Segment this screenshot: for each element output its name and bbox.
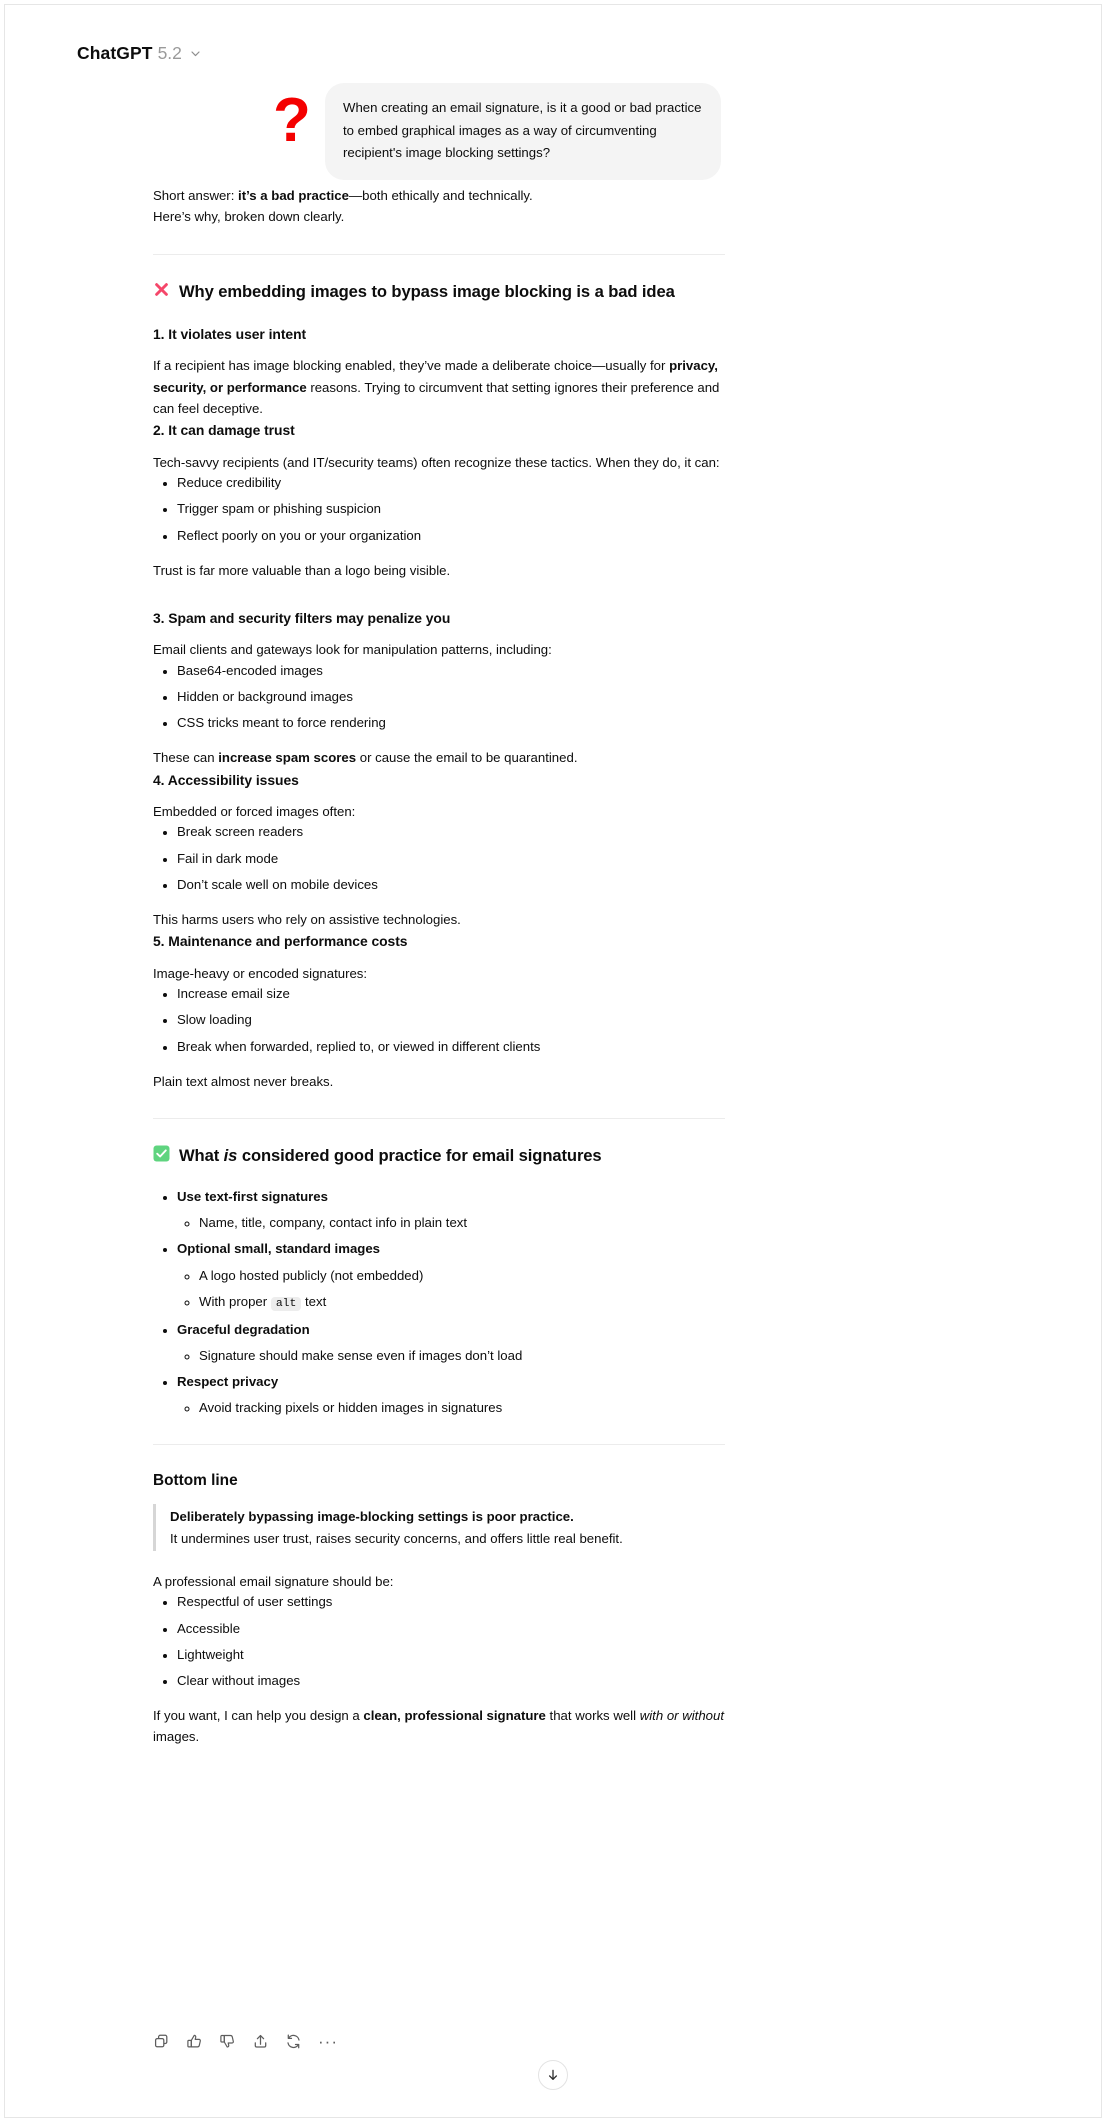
good-item-label: Graceful degradation — [177, 1321, 310, 1337]
subheading-4: 4. Accessibility issues — [153, 771, 299, 788]
bullet-list-4 — [153, 822, 725, 894]
good-practice-heading — [153, 1143, 725, 1171]
list-item: • Trigger spam or phishing suspicion — [177, 499, 725, 519]
model-version-label: 5.2 — [157, 43, 182, 63]
short-answer-paragraph — [153, 185, 725, 206]
section-divider-2 — [153, 1118, 725, 1119]
good-heading-part2: considered good practice for email signatures — [237, 1145, 602, 1165]
paragraph-1-emphasis: privacy, security, or performance — [153, 358, 718, 395]
good-heading-italic: is — [223, 1145, 238, 1165]
paragraph-3-outro — [153, 747, 725, 768]
conversation-panel — [5, 5, 1103, 2119]
good-item-label: Respect privacy — [177, 1374, 279, 1390]
alt-text-suffix: text — [301, 1293, 327, 1309]
scroll-to-bottom-button[interactable] — [538, 2060, 568, 2090]
paragraph-1 — [153, 355, 725, 419]
brand-label: ChatGPT — [77, 43, 153, 63]
short-answer-prefix: Short answer: — [153, 188, 239, 203]
sub-list — [177, 1266, 725, 1313]
list-item: • Break screen readers — [177, 822, 725, 842]
paragraph-4-intro: Embedded or forced images often: — [153, 804, 356, 820]
list-item-with-code — [199, 1292, 725, 1313]
app-window — [4, 4, 1102, 2118]
assistant-message — [153, 185, 725, 1748]
closing-part1: If you want, I can help you design a — [153, 1708, 364, 1724]
paragraph-1-part2: reasons. Trying to circumvent that setting ignores their preference and can feel deceptive. — [153, 379, 720, 416]
bottom-bullet-list — [153, 1592, 725, 1691]
paragraph-5-outro: Plain text almost never breaks. — [153, 1073, 334, 1089]
paragraph-3-intro: Email clients and gateways look for manipulation patterns, including: — [153, 642, 552, 658]
thumbs-down-icon[interactable] — [219, 2033, 236, 2050]
lead-in-paragraph: Here’s why, broken down clearly. — [153, 209, 345, 225]
list-item: ◦ Signature should make sense even if images don’t load — [199, 1346, 725, 1366]
good-heading-part1: What — [179, 1145, 224, 1165]
section-divider-3 — [153, 1444, 725, 1445]
subheading-1: 1. It violates user intent — [153, 325, 307, 342]
good-practice-list — [153, 1187, 725, 1418]
paragraph-3-emphasis: increase spam scores — [218, 750, 357, 766]
paragraph-4-outro: This harms users who rely on assistive technologies. — [153, 911, 461, 927]
paragraph-1-part1: If a recipient has image blocking enabled, they’ve made a deliberate choice—usually for — [153, 358, 670, 374]
alt-text-prefix: With proper — [199, 1293, 271, 1309]
user-message-bubble[interactable] — [325, 83, 721, 180]
list-item: ◦ A logo hosted publicly (not embedded) — [199, 1266, 725, 1286]
closing-emphasis: clean, professional signature — [363, 1708, 546, 1724]
list-item: ◦ Avoid tracking pixels or hidden images in signatures — [199, 1398, 725, 1418]
share-icon[interactable] — [252, 2033, 269, 2050]
closing-italic: with or without — [639, 1708, 724, 1724]
list-item: • Clear without images — [177, 1671, 725, 1691]
bottom-line-heading: Bottom line — [153, 1472, 238, 1490]
list-item: • CSS tricks meant to force rendering — [177, 713, 725, 733]
subheading-3: 3. Spam and security filters may penalize you — [153, 609, 451, 626]
user-message-row — [5, 83, 1103, 180]
list-item: • Reduce credibility — [177, 473, 725, 493]
list-item: • Respectful of user settings — [177, 1592, 725, 1612]
list-item: ◦ Name, title, company, contact info in plain text — [199, 1213, 725, 1233]
list-item — [177, 1239, 725, 1313]
paragraph-2-intro: Tech-savvy recipients (and IT/security teams) often recognize these tactics. When they do, it can: — [153, 454, 720, 470]
subheading-5: 5. Maintenance and performance costs — [153, 933, 408, 950]
good-item-label: Optional small, standard images — [177, 1241, 380, 1257]
cross-mark-icon — [153, 280, 170, 307]
closing-paragraph — [153, 1705, 725, 1748]
code-chip-alt: alt — [271, 1297, 302, 1311]
list-item: • Lightweight — [177, 1645, 725, 1665]
sub-list — [177, 1346, 725, 1366]
arrow-down-icon — [546, 2068, 560, 2082]
list-item — [177, 1372, 725, 1418]
bottom-lead-paragraph: A professional email signature should be: — [153, 1573, 394, 1589]
list-item: • Increase email size — [177, 984, 725, 1004]
paragraph-3-part2: or cause the email to be quarantined. — [356, 750, 578, 766]
bad-practice-heading-text: Why embedding images to bypass image blocking is a bad idea — [179, 281, 675, 301]
sub-list — [177, 1398, 725, 1418]
bad-practice-heading — [153, 279, 725, 307]
bullet-list-2 — [153, 473, 725, 545]
closing-part3: images. — [153, 1729, 200, 1745]
list-item: • Base64-encoded images — [177, 661, 725, 681]
good-practice-heading-text — [179, 1143, 602, 1170]
good-item-label: Use text-first signatures — [177, 1188, 328, 1204]
list-item — [177, 1320, 725, 1366]
message-action-bar — [153, 2033, 338, 2050]
list-item: • Hidden or background images — [177, 687, 725, 707]
closing-part2: that works well — [545, 1708, 640, 1724]
list-item: • Don’t scale well on mobile devices — [177, 875, 725, 895]
user-message-text: When creating an email signature, is it a good or bad practice to embed graphical images as a way of circumventing recipient's image blocking settings? — [343, 100, 702, 161]
regenerate-icon[interactable] — [285, 2033, 302, 2050]
short-answer-emphasis: it’s a bad practice — [238, 188, 349, 203]
short-answer-suffix: —both ethically and technically. — [348, 188, 533, 203]
list-item: • Fail in dark mode — [177, 849, 725, 869]
paragraph-2-outro: Trust is far more valuable than a logo being visible. — [153, 562, 451, 578]
chevron-down-icon[interactable] — [189, 47, 202, 60]
red-question-mark-icon — [271, 89, 311, 153]
section-divider — [153, 254, 725, 255]
paragraph-5-intro: Image-heavy or encoded signatures: — [153, 965, 368, 981]
list-item: • Reflect poorly on you or your organization — [177, 526, 725, 546]
sub-list — [177, 1213, 725, 1233]
copy-icon[interactable] — [153, 2033, 170, 2050]
subheading-2: 2. It can damage trust — [153, 422, 295, 439]
list-item: • Break when forwarded, replied to, or viewed in different clients — [177, 1037, 725, 1057]
thumbs-up-icon[interactable] — [186, 2033, 203, 2050]
bullet-list-3 — [153, 661, 725, 733]
list-item: • Accessible — [177, 1619, 725, 1639]
list-item — [177, 1187, 725, 1233]
more-options-icon[interactable]: ··· — [318, 2031, 338, 2051]
blockquote-line-2: It undermines user trust, raises security concerns, and offers little real benefit. — [170, 1530, 623, 1546]
check-mark-button-icon — [153, 1144, 170, 1171]
blockquote-line-1: Deliberately bypassing image-blocking settings is poor practice. — [170, 1509, 574, 1525]
paragraph-3-part1: These can — [153, 750, 219, 766]
svg-text:?: ? — [273, 89, 311, 153]
list-item: • Slow loading — [177, 1010, 725, 1030]
bottom-line-blockquote — [153, 1504, 725, 1551]
model-switcher[interactable] — [77, 43, 202, 64]
bullet-list-5 — [153, 984, 725, 1056]
